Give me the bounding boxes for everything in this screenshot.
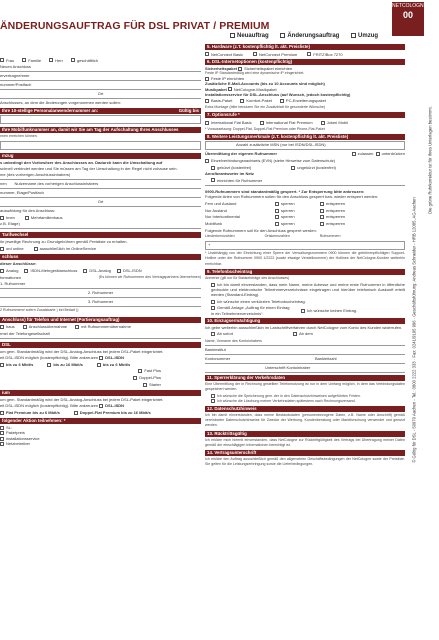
- note-changes: Anschlusses, an dem die Änderungen vorgenommen werden sollen:: [0, 100, 121, 106]
- checkbox-icon[interactable]: [320, 222, 324, 226]
- checkbox-icon[interactable]: [0, 442, 4, 446]
- checkbox-icon[interactable]: [99, 356, 103, 360]
- option-frau[interactable]: Frau: [0, 58, 14, 63]
- checkbox-icon[interactable]: [275, 222, 279, 226]
- dsl-text-1: um gem. Standardmäßig wird der DSL-Analog-Anschluss bei jedem DSL-Paket eingerichtet.: [0, 348, 164, 354]
- msn-field[interactable]: Anzahl zusätzliche MSN (nur bei ISDN/DSL-ISDN): [205, 141, 405, 150]
- option-jokeri[interactable]: Jokeri Mobil: [321, 120, 348, 125]
- field-telefongesellschaft[interactable]: rmel der Telefongesellschaft: [0, 331, 201, 339]
- option-herr[interactable]: Herr: [49, 58, 63, 63]
- premium-text-2: eit DSL-ISDN möglich (kostenpflichtig). Bitte ankreuzen DSL-ISDN: [0, 403, 125, 409]
- checkbox-icon[interactable]: [301, 309, 305, 313]
- checkbox-icon[interactable]: [205, 52, 209, 56]
- option-speed-16[interactable]: bis zu 16 Mbit/s: [47, 362, 83, 367]
- checkbox-icon[interactable]: [0, 269, 4, 273]
- option-onlineservice[interactable]: ausschließlich im OnlineService: [34, 246, 96, 251]
- logo-top-text: NETCOLOGNE: [392, 3, 428, 9]
- field-etage[interactable]: nummer, Etage/Postfach: [0, 190, 201, 198]
- checkbox-icon[interactable]: [0, 437, 4, 441]
- checkbox-icon[interactable]: [230, 33, 235, 38]
- checkbox-icon[interactable]: [321, 121, 325, 125]
- section-14-unterschrift: 14. Vertragsunterschrift: [205, 450, 405, 456]
- option-dsl-isdn[interactable]: DSL-ISDN: [117, 268, 142, 273]
- field-unterschrift[interactable]: Unterschrift Kontoinhaber: [205, 365, 405, 373]
- aktion-item-4[interactable]: Netzbetreiber: [0, 441, 201, 446]
- option-online[interactable]: ord online: [0, 246, 24, 251]
- field-kontoinhaber[interactable]: Name, Vorname des Kontoinhabers: [205, 338, 405, 346]
- section-anschluss: schluss: [0, 254, 201, 260]
- checkbox-icon[interactable]: [25, 216, 29, 220]
- dsl-text-2: eit DSL-ISDN möglich (kostenpflichtig). Bitte ankreuzen DSL-ISDN: [0, 355, 125, 361]
- checkbox-icon[interactable]: [99, 404, 103, 408]
- anschluss-info: formationen: [0, 274, 22, 280]
- field-ort-2[interactable]: Ort: [0, 199, 201, 207]
- checkbox-icon[interactable]: [143, 383, 147, 387]
- checkbox-icon[interactable]: [320, 215, 324, 219]
- option-umzug[interactable]: Umzug: [351, 33, 378, 39]
- option-pc-paket[interactable]: PC-Erweiterungspaket: [280, 98, 326, 103]
- section-premium: ium: [0, 390, 201, 396]
- section-umzug: mzug: [0, 153, 201, 159]
- checkbox-icon[interactable]: [49, 58, 53, 62]
- checkbox-icon[interactable]: [205, 121, 209, 125]
- checkbox-icon[interactable]: [211, 300, 215, 304]
- field-previous-user[interactable]: nen Nutzername des vorherigen Anschlussinhabers: [0, 181, 201, 189]
- checkbox-icon[interactable]: [280, 99, 284, 103]
- section-12-datenschutz: 12. Datenschutzhinweis: [205, 406, 405, 412]
- option-basis-paket[interactable]: Basis-Paket: [205, 98, 232, 103]
- checkbox-icon[interactable]: [275, 202, 279, 206]
- option-geschaeftlich[interactable]: geschäftlich: [71, 58, 98, 63]
- umzug-text: s unbedingt den Vorbesitzer des Anschlusses an. Dadurch kann die Umschaltung auf: [0, 159, 163, 165]
- option-familie[interactable]: Familie: [22, 58, 41, 63]
- tarif-text: ihr jeweilige Rechnung zu Grundgebühren gemäß Preisliste zu erhalten.: [0, 239, 128, 245]
- field-ort[interactable]: Ort: [0, 91, 201, 99]
- checkbox-icon[interactable]: [352, 152, 356, 156]
- block-number-input[interactable]: +: [205, 241, 405, 250]
- checkbox-icon[interactable]: [23, 325, 27, 329]
- aktion-item-2[interactable]: Paketpreis: [0, 430, 201, 435]
- umzug-text-2: schnell verbindet werden und Sie müssen am Tag der Umschaltung in der Regel nicht zuhause sein.: [0, 165, 178, 171]
- aktion-item-1[interactable]: SL:: [0, 425, 201, 430]
- checkbox-icon[interactable]: [320, 202, 324, 206]
- option-intl-premium[interactable]: International Flat Premium: [260, 120, 313, 125]
- checkbox-icon[interactable]: [280, 33, 285, 38]
- option-fritzbox[interactable]: FRITZ!Box 7270: [307, 52, 342, 57]
- checkbox-icon[interactable]: [24, 269, 28, 273]
- checkbox-icon[interactable]: [211, 166, 215, 170]
- field-rufnummer-3[interactable]: 3. Rufnummer: [0, 299, 201, 307]
- field-intro[interactable]: Neuen Anschluss: [0, 64, 201, 72]
- checkbox-icon[interactable]: [0, 431, 4, 435]
- option-fast-plus[interactable]: Fast Plus: [138, 368, 161, 373]
- aktion-item-3[interactable]: installationsservice: [0, 436, 201, 441]
- checkbox-icon[interactable]: [211, 399, 215, 403]
- section-aktion: folgender Aktion teilnehmen: *: [0, 418, 201, 424]
- option-speed-6[interactable]: bis zu 6 Mbit/s: [0, 362, 33, 367]
- field-previous-owner[interactable]: me (des vorherigen Anschlussinhabers): [0, 172, 201, 180]
- checkbox-icon[interactable]: [0, 363, 4, 367]
- section-8-leistungen: 8. Weitere Leistungsmerkmale (z.T. kostenpflichtig lt. akt. Preisliste): [205, 134, 405, 140]
- option-neuauftrag[interactable]: Neuauftrag: [230, 33, 269, 39]
- logo-digits: 00: [402, 10, 413, 20]
- option-premium-16[interactable]: Doppel-Flat Premium bis zu 16 Mbit/s: [74, 410, 151, 415]
- option-feste-ip[interactable]: Feste IP einrichten: [205, 76, 405, 81]
- checkbox-icon[interactable]: [47, 363, 51, 367]
- section-tarif: Tarifwechsel: [0, 232, 201, 238]
- field-rufnummer-1[interactable]: 1. Rufnummer: [0, 281, 201, 289]
- checkbox-icon[interactable]: [376, 152, 380, 156]
- mobile-input[interactable]: [0, 141, 201, 150]
- block-table: Fern und Ausland sperren entsperren Nur Ausland sperren entsperren Nur Interkontinental sperren entsperren Mobilfunk sperren entsperren: [205, 200, 346, 227]
- checkbox-icon[interactable]: [211, 394, 215, 398]
- anschluss-sub: dieser Anschlüsse:: [0, 261, 37, 267]
- checkbox-icon[interactable]: [34, 247, 38, 251]
- section-5-hardware: 5. Hardware (z.T. kostenpflichtig lt. akt. Preisliste): [205, 44, 405, 50]
- bottom-note: 2 Rufnummern/ sofern Zusatzkarte ) bei Bedarf )): [0, 308, 79, 313]
- option-starter[interactable]: Starter: [143, 382, 161, 387]
- option-einfamilien[interactable]: hnen: [0, 215, 15, 220]
- option-doppel-plus[interactable]: Doppel-Plus: [133, 375, 161, 380]
- checkbox-icon[interactable]: [293, 332, 297, 336]
- order-type-options: [230, 33, 388, 39]
- option-netconnect-premium[interactable]: NetConnect Premium: [253, 52, 297, 57]
- checkbox-icon[interactable]: [307, 52, 311, 56]
- section-13-ruecktritt: 13. Rücktrittsgültig: [205, 431, 405, 437]
- form-title: ÄNDERUNGSAUFTRAG FÜR DSL PRIVAT / PREMIUM: [0, 20, 270, 32]
- section-10-einzug: 10. Einzugsermächtigung: [205, 318, 405, 324]
- checkbox-icon[interactable]: [71, 58, 75, 62]
- right-column: 5. Hardware (z.T. kostenpflichtig lt. akt. Preisliste) NetConnect Basic NetConnect Premium FRITZ!Box 7270 6. DSL-Internetoptionen (kostenpflichtig) Sicherheitspaket Sicherheitspaket einrichten Feste IP Standardmäßig wird eine dynamische IP eingerichtet. Feste IP einrichten Zusätzliche E-Mail-Accounts (bis zu 10 Accounts sind möglich) Musikpaket NetCologne-Musikpaket Installationsservice für DSL-Anschluss (auf Wunsch, jedoch kostenpflichtig) Basis-Paket Komfort-Paket PC-Erweiterungspaket Extra Montage (bitte benutzen Sie ein Zusatzblatt für gesonderte Wünsche) 7. Optionsrufe * International Flat Basic International Flat Premium Jokeri Mobil * Voraussetzung: Doppel-Flat, Doppel-Flat Premium oder Phone-Flat-Paket 8. Weitere Leistungsmerkmale (z.T. kostenpflichtig lt. akt. Preisliste) Anzahl zusätzliche MSN (nur bei ISDN/DSL-ISDN) Übermittlung der eigenen Rufnummer zulassen unterdrücken Einzelverbindungsnachweis (EVN) (siehe Hinweise zum Datenschutz) gekürzt (kostenfrei) ungekürzt (kostenfrei) Anrufbeantworter im Netz einrichten für Rufnummer 0900-Rufnummern sind standardmäßig gesperrt. * Zur Entsperrung bitte ankreuzen: Folgende Arten von Rufnummern sollen für den Anschluss gesperrt bzw. wieder entsperrt werden: Fern und Ausland sperren entsperren Nur Ausland sperren entsperren Nur Interkontinental sperren entsperren Mobilfunk sperren entsperren Folgende Rufnummern soll für den Anschluss gesperrt werden: Länderkennzahlen Ortskennzahlen Rufnummern + * Unabhängig von der Einrichtung einer Sperre der Verwaltungsnummern 0900 können die gebührenpflichtigen Support-Hotline unter der Rufnummer 0900 1/2222 (sowie etwaige Verstellnummer) der Hotlines der NetCologne-Kunden weiterhin erreichbar. 9. Telefonbucheintrag Anmerke (gilt nur für Basiseinträge des Anschlusses) Ich bin damit einverstanden, dass mein Name, meine Adresse und meine erste Rufnummer in öffentliche gedruckte und elektronische Teilnehmerverzeichnisse eingetragen und hierüber telefonisch Auskunft erteilt werden (Standard-Eintrag). Ich wünsche einen verkürzten Telefonbucheintrag. Gemäß Anlage „Auftrag für einen Eintrag in ein Teilnehmerverzeichnis“. Ich wünsche keinen Eintrag. 10. Einzugsermächtigung Ich gebe weiterhin ausschließlich im Lastschriftverfahren durch NetCologne vom Konto des Kunden widerrufen. Ab sofort Ab dem Name, Vorname des Kontoinhabers Bankinstitut Kontonummer Bankleitzahl Unterschrift Kontoinhaber 11. Sperrerklärung der Verkehrsdaten Eine Übermittlung der in Rechnung gestellten Telefonnutzung ist nur in dem Umfang möglich, in dem das Verbindungsdaten gespeichert werden. Ich wünsche die Speicherung gem. der in den Datenschutzhinweisen aufgeführten Fristen. Ich wünsche die Löschung meiner Verkehrsdaten spätestens nach Rechnungsversand. 12. Datenschutzhinweis Ich bin damit einverstanden, dass meine Bestandsdaten (personenbezogene Daten, z.B. Name oder Anschrift) gemäß vereinbarter Datenschutzhinweise für Zwecke der Werbung, Kundenberatung oder Marktforschung verwendet und genutzt werden. 13. Rücktrittsgültig Ich erkläre mich hiermit einverstanden, dass NetCologne zur Rücktrittgültigkeit des Vertrags bei Übertragung meiner Daten gemäß der einschlägigen Informationen berechtigt ist. 14. Vertragsunterschrift Ich erkläre den Auftrag ausschließlich gemäß den allgemeinen Geschäftsbedingungen der NetCologne sowie der Preisliste. Sie gelten für die Leistungserbringung sowie die Lieferbedingungen.: [205, 44, 405, 467]
- field-vertragnehmer[interactable]: ervertragnehmer: [0, 73, 201, 81]
- tariff-note: auswählung für den Anschluss:: [0, 208, 56, 214]
- side-strip-company: © Gültig für DSL - 50970 Aachen - Tel.: 0800 2222 333 · Fax: 0241/9195 996 · Geschäftsführung: Andreas Schneider - HRB 12085, AG Aachen: [411, 197, 417, 463]
- field-nummer[interactable]: nummer/Postfach: [0, 82, 201, 90]
- option-mehrfamilien[interactable]: Mehrfamilienhaus: [25, 215, 63, 220]
- checkbox-icon[interactable]: [351, 33, 356, 38]
- option-isdn[interactable]: ISDN-Mehrgerätanschluss: [24, 268, 77, 273]
- option-haus[interactable]: haus: [0, 324, 15, 329]
- premium-text-1: um gem. Standardmäßig wird der DSL-Analog-Anschluss bei jedem DSL-Paket eingerichtet.: [0, 397, 164, 403]
- checkbox-icon[interactable]: [0, 325, 4, 329]
- section-telefon: Anschluss) für Telefon und Internet (Portierungsauftrag): [0, 317, 201, 323]
- checkbox-icon[interactable]: [83, 269, 87, 273]
- checkbox-icon[interactable]: [117, 269, 121, 273]
- section-9-telefonbuch: 9. Telefonbucheintrag: [205, 269, 405, 275]
- checkbox-icon[interactable]: [0, 411, 4, 415]
- section-7-optionen: 7. Optionsrufe *: [205, 112, 405, 118]
- option-uebernahme[interactable]: Anschlussübernahme: [23, 324, 67, 329]
- option-aenderung[interactable]: Änderungsauftrag: [280, 33, 339, 39]
- field-anrufbeantworter[interactable]: einrichten für Rufnummer: [205, 178, 405, 186]
- anschluss-note: (Es können wir Rufnummern des Vertragspartners übernehmen): [98, 274, 201, 279]
- checkbox-icon[interactable]: [211, 178, 215, 182]
- checkbox-icon[interactable]: [205, 99, 209, 103]
- bar-mobile: Ihre Mobilfunknummer an, damit wir Sie am Tag der Aufschaltung Ihres Anschlusses: [0, 127, 201, 133]
- checkbox-icon[interactable]: [138, 369, 142, 373]
- checkbox-icon[interactable]: [97, 363, 101, 367]
- checkbox-icon[interactable]: [0, 58, 4, 62]
- checkbox-icon[interactable]: [291, 166, 295, 170]
- checkbox-icon[interactable]: [275, 215, 279, 219]
- side-strip-note: Die grüne Ruhrkorrektur ist für Ihres Unterlagen bestimmt.: [427, 106, 433, 214]
- section-11-sperr: 11. Sperrerklärung der Verkehrsdaten: [205, 375, 405, 381]
- option-netconnect-basic[interactable]: NetConnect Basic: [205, 52, 243, 57]
- checkbox-icon[interactable]: [22, 58, 26, 62]
- checkbox-icon[interactable]: [211, 332, 215, 336]
- checkbox-icon[interactable]: [253, 52, 257, 56]
- option-komfort-paket[interactable]: Komfort-Paket: [240, 98, 272, 103]
- checkbox-icon[interactable]: [75, 325, 79, 329]
- section-dsl: DSL: [0, 342, 201, 348]
- mobile-note: nnen erreichen können.: [0, 134, 38, 139]
- option-premium-6[interactable]: Flat Premium bis zu 6 Mbit/s: [0, 410, 60, 415]
- checkbox-icon[interactable]: [260, 121, 264, 125]
- checkbox-icon[interactable]: [240, 99, 244, 103]
- field-rufnummer-2[interactable]: 2. Rufnummer: [0, 290, 201, 298]
- field-konto[interactable]: Kontonummer Bankleitzahl: [205, 356, 405, 364]
- personal-number-input[interactable]: [0, 115, 201, 124]
- option-rufnummer-uebernahme[interactable]: mit Rufnummernübernahme: [75, 324, 131, 329]
- option-intl-basic[interactable]: International Flat Basic: [205, 120, 252, 125]
- checkbox-icon[interactable]: [74, 411, 78, 415]
- checkbox-icon[interactable]: [228, 87, 232, 91]
- bar-personal-number: Ihre 10-stellige Personalanwendernummer an: Gültig bis: [2, 108, 199, 114]
- left-column: [0, 56, 201, 446]
- checkbox-icon[interactable]: [275, 209, 279, 213]
- checkbox-icon[interactable]: [133, 376, 137, 380]
- option-analog[interactable]: Analog: [0, 268, 18, 273]
- checkbox-icon[interactable]: [205, 159, 209, 163]
- checkbox-icon[interactable]: [0, 247, 4, 251]
- option-dsl-analog[interactable]: DSL-Analog: [83, 268, 111, 273]
- field-bankinstitut[interactable]: Bankinstitut: [205, 347, 405, 355]
- field-etage-2[interactable]: z.B. Etage): [0, 221, 201, 229]
- section-6-internet: 6. DSL-Internetoptionen (kostenpflichtig): [205, 59, 405, 65]
- option-speed-6b[interactable]: bis zu 6 Mbit/s: [97, 362, 130, 367]
- checkbox-icon[interactable]: [320, 209, 324, 213]
- checkbox-icon[interactable]: [0, 216, 4, 220]
